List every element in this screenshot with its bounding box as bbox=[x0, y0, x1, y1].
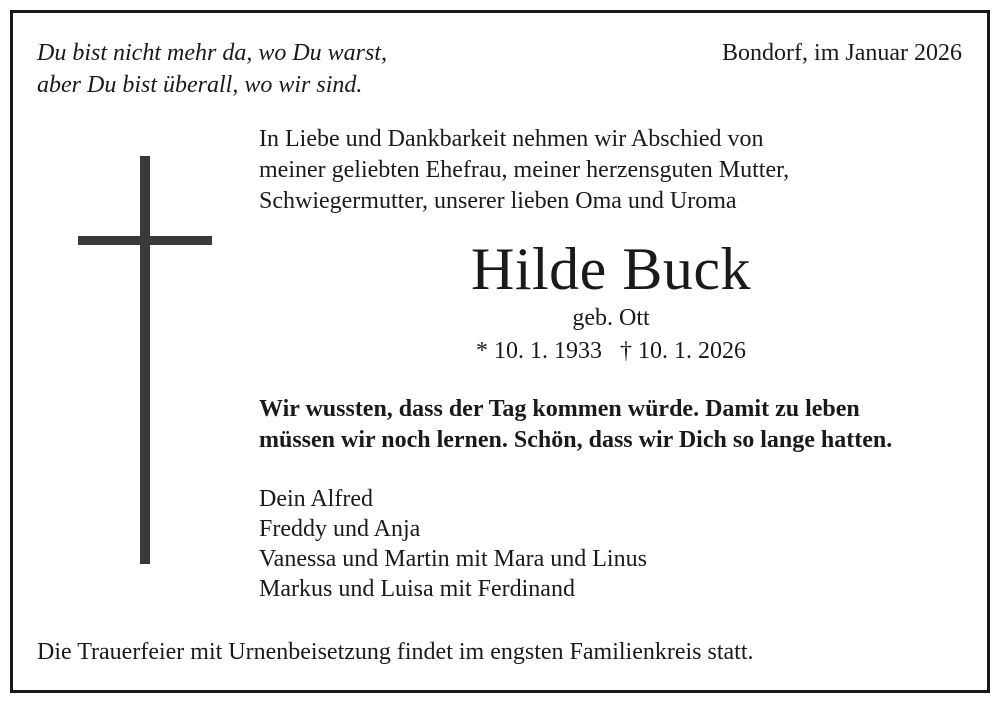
message-line-2: müssen wir noch lernen. Schön, dass wir Dich so lange hatten. bbox=[259, 427, 893, 453]
life-dates bbox=[256, 335, 966, 367]
signatures bbox=[259, 484, 647, 604]
cross-horizontal-beam bbox=[78, 236, 212, 245]
place-and-date: Bondorf, im Januar 2026 bbox=[722, 40, 962, 66]
family-message bbox=[259, 394, 892, 456]
signature-line: Vanessa und Martin mit Mara und Linus bbox=[259, 546, 647, 572]
funeral-notice: Die Trauerfeier mit Urnenbeisetzung findet im engsten Familienkreis statt. bbox=[37, 639, 754, 665]
intro-text bbox=[259, 124, 789, 217]
signature-line: Freddy und Anja bbox=[259, 516, 421, 542]
quote-line-2: aber Du bist überall, wo wir sind. bbox=[37, 72, 363, 98]
cross-vertical-beam bbox=[140, 156, 150, 564]
dagger-icon: † bbox=[620, 338, 632, 364]
message-line-1: Wir wussten, dass der Tag kommen würde. Damit zu leben bbox=[259, 396, 860, 422]
intro-line-2: meiner geliebten Ehefrau, meiner herzensguten Mutter, bbox=[259, 157, 790, 183]
signature-line: Dein Alfred bbox=[259, 486, 373, 512]
deceased-name: Hilde Buck bbox=[471, 236, 751, 302]
death-date: 10. 1. 2026 bbox=[638, 338, 746, 364]
signature-line: Markus und Luisa mit Ferdinand bbox=[259, 576, 575, 602]
quote-line-1: Du bist nicht mehr da, wo Du warst, bbox=[37, 40, 388, 66]
intro-line-1: In Liebe und Dankbarkeit nehmen wir Abschied von bbox=[259, 126, 764, 152]
memorial-quote bbox=[37, 37, 387, 101]
intro-line-3: Schwiegermutter, unserer lieben Oma und Uroma bbox=[259, 188, 737, 214]
birth-name: geb. Ott bbox=[572, 305, 650, 331]
birth-date: * 10. 1. 1933 bbox=[476, 338, 602, 364]
cross-icon bbox=[78, 156, 212, 564]
